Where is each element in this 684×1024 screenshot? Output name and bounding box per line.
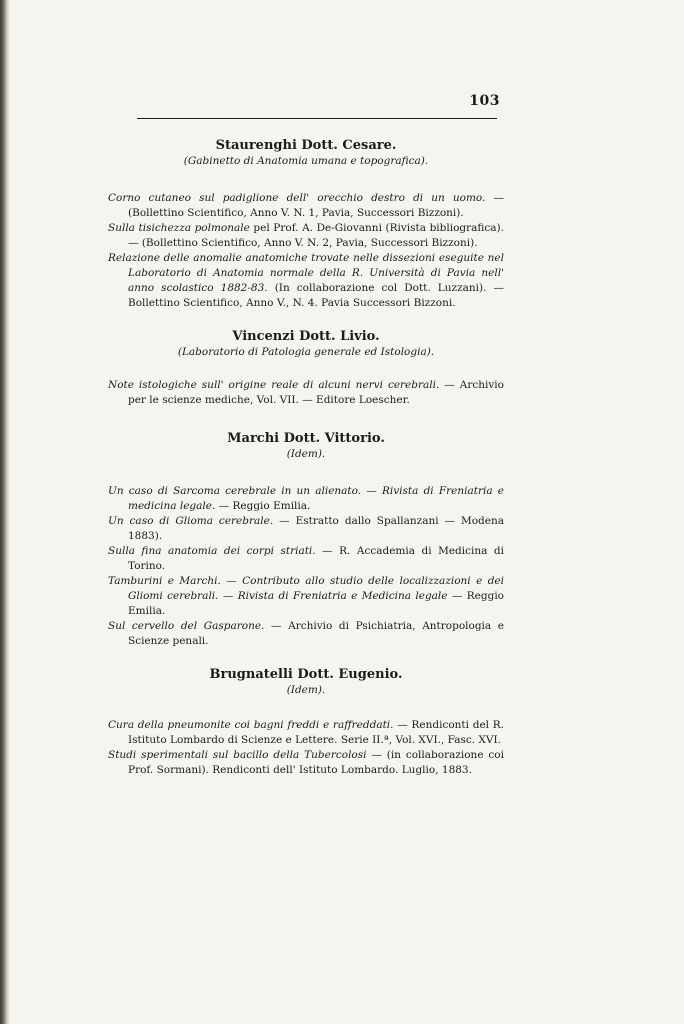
entry-title: Un caso di Glioma cerebrale. <box>108 515 274 527</box>
section-vincenzi <box>108 328 504 408</box>
entry-source: — Archivio di Psichiatria, Antropologia e Scienze penali. <box>128 620 504 647</box>
section-brugnatelli <box>108 666 504 778</box>
bibliography-entry <box>108 748 504 778</box>
section-marchi <box>108 430 504 649</box>
bibliography-entry <box>108 718 504 748</box>
bibliography-entry <box>108 484 504 514</box>
author-heading: Brugnatelli Dott. Eugenio. <box>209 667 403 682</box>
affiliation: (Laboratorio di Patologia generale ed Istologia). <box>177 346 435 358</box>
entry-source: (In collaborazione col Dott. Luzzani). — Bollettino Scientifico, Anno V., N. 4. Pavia Successori Bizzoni. <box>128 282 504 309</box>
entry-source: — Reggio Emilia. <box>215 500 311 512</box>
bibliography-entry <box>108 191 504 221</box>
bibliography-entry <box>108 514 504 544</box>
bibliography-entry <box>108 574 504 619</box>
author-heading: Staurenghi Dott. Cesare. <box>215 138 397 153</box>
bibliography-entry <box>108 619 504 649</box>
entry-source: pel Prof. A. De-Giovanni (Rivista bibliografica). — (Bollettino Scientifico, Anno V. N. 2, Pavia, Successori Bizzoni). <box>128 222 504 249</box>
entry-source: — (Bollettino Scientifico, Anno V. N. 1, Pavia, Successori Bizzoni). <box>128 192 504 219</box>
affiliation: (Idem). <box>286 684 326 696</box>
entry-title: Tamburini e Marchi. — Contributo allo studio delle localizzazioni e dei Gliomi cerebrali. — Rivista di Freniatria e Medicina legale <box>108 575 504 602</box>
bibliography-entry <box>108 221 504 251</box>
section-staurenghi <box>108 137 504 311</box>
entry-title: Sulla tisichezza polmonale <box>108 222 250 234</box>
entry-title: Corno cutaneo sul padiglione dell' orecchio destro di un uomo. <box>108 192 486 204</box>
affiliation: (Gabinetto di Anatomia umana e topografica). <box>183 155 429 167</box>
book-binding-edge <box>0 0 10 1024</box>
entry-title: Relazione delle anomalie anatomiche trovate nelle dissezioni eseguite nel Laboratorio di Anatomia normale della R. Università di Pavia nell' anno scolastico 1882-83. <box>108 252 504 294</box>
entry-title: Cura della pneumonite coi bagni freddi e raffreddati. <box>108 719 394 731</box>
entry-title: Studi sperimentali sul bacillo della Tubercolosi <box>108 749 367 761</box>
entry-source: — Estratto dallo Spallanzani — Modena 1883). <box>128 515 505 542</box>
entry-source: — Rendiconti del R. Istituto Lombardo di Scienze e Lettere. Serie II.ª, Vol. XVI., Fasc. XVI. <box>128 719 504 746</box>
affiliation: (Idem). <box>286 448 326 460</box>
entry-title: Sul cervello del Gasparone. <box>108 620 265 632</box>
bibliography-entry <box>108 251 504 311</box>
entry-source: — R. Accademia di Medicina di Torino. <box>128 545 504 572</box>
entry-source: — (in collaborazione coi Prof. Sormani). Rendiconti dell' Istituto Lombardo. Luglio, 1883. <box>128 749 504 776</box>
header-rule <box>137 118 497 119</box>
bibliography-entry <box>108 544 504 574</box>
entry-source: — Reggio Emilia. <box>128 590 505 617</box>
page-number: 103 <box>469 93 500 109</box>
bibliography-entry <box>108 378 504 408</box>
entry-title: Sulla fina anatomia dei corpi striati. <box>108 545 316 557</box>
entry-title: Note istologiche sull' origine reale di alcuni nervi cerebrali. <box>108 379 440 391</box>
author-heading: Marchi Dott. Vittorio. <box>227 431 385 446</box>
entry-title: Un caso di Sarcoma cerebrale in un alienato. — Rivista di Freniatria e medicina legale. <box>108 485 504 512</box>
author-heading: Vincenzi Dott. Livio. <box>232 329 380 344</box>
entry-source: — Archivio per le scienze mediche, Vol. VII. — Editore Loescher. <box>128 379 504 406</box>
